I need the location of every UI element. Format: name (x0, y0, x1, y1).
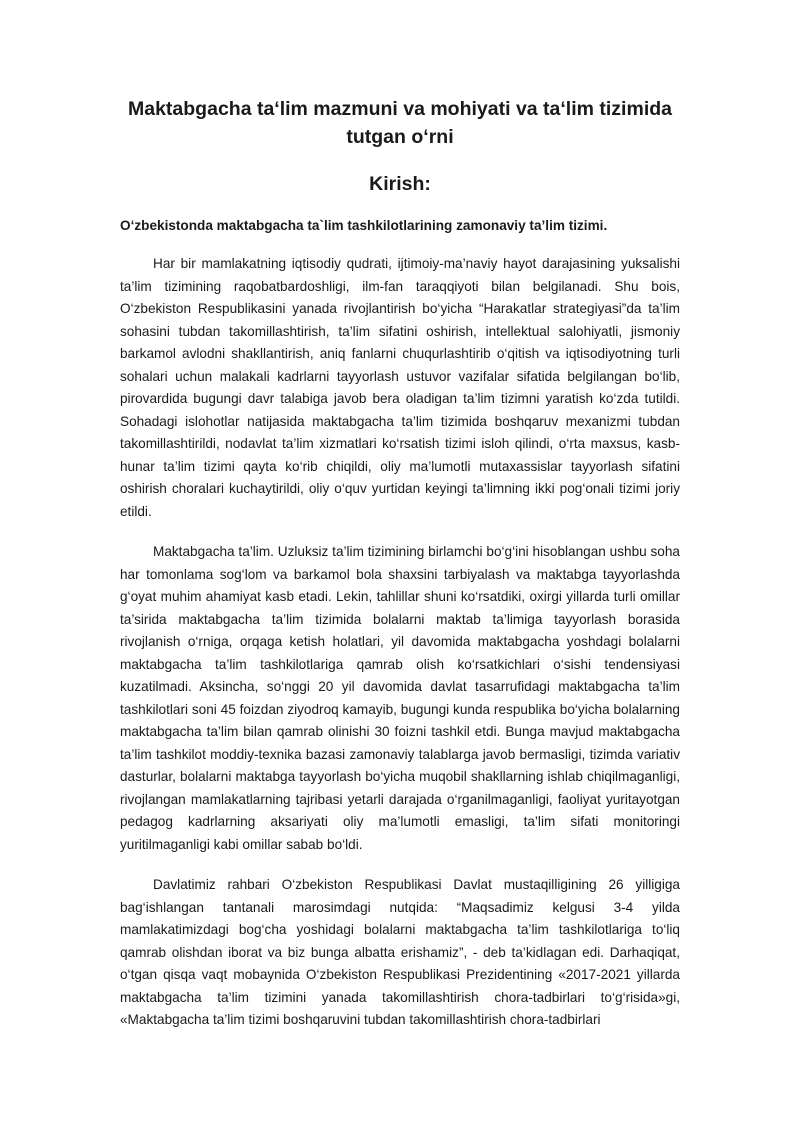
document-title: Maktabgacha ta‘lim mazmuni va mohiyati va ta‘lim tizimida tutgan o‘rni (128, 98, 672, 148)
document-subtitle: Kirish: (369, 173, 431, 195)
paragraph: Maktabgacha ta’lim. Uzluksiz ta’lim tizimining birlamchi bo‘g‘ini hisoblangan ushbu soha har tomonlama sog‘lom va barkamol bola shaxsini tarbiyalash va maktabga tayyorlashda g‘oyat muhim ahamiyat kasb etadi. Lekin, tahlillar shuni ko‘rsatdiki, oxirgi yillarda turli omillar ta’sirida maktabgacha ta’lim tizimida bolalarni maktab ta’limiga tayyorlash borasida rivojlanish o‘rniga, orqaga ketish holatlari, yil davomida maktabgacha yoshdagi bolalarni maktabgacha ta’lim tashkilotlariga qamrab olish ko‘rsatkichlari o‘sishi tendensiyasi kuzatilmadi. Aksincha, so‘nggi 20 yil davomida davlat tasarrufidagi maktabgacha ta’lim tashkilotlari soni 45 foizdan ziyodroq kamayib, bugungi kunda respublika bo‘yicha bolalarning maktabgacha ta’lim bilan qamrab olinishi 30 foizni tashkil etdi. Bunga mavjud maktabgacha ta’lim tashkilot moddiy-texnika bazasi zamonaviy talablarga javob bermasligi, tizimda variativ dasturlar, bolalarni maktabga tayyorlash bo‘yicha muqobil shakllarning ishlab chiqilmaganligi, rivojlangan mamlakatlarning tajribasi yetarli darajada o‘rganilmaganligi, faoliyat yuritayotgan pedagog kadrlarning aksariyati oliy ma’lumotli emasligi, ta’lim sifati monitoringi yuritilmaganligi kabi omillar sabab bo‘ldi. (120, 544, 680, 852)
section-heading: O‘zbekistonda maktabgacha ta`lim tashkilotlarining zamonaviy ta’lim tizimi. (120, 218, 608, 233)
paragraph: Davlatimiz rahbari O‘zbekiston Respublikasi Davlat mustaqilligining 26 yilligiga bag‘ishlangan tantanali marosimdagi nutqida: “Maqsadimiz kelgusi 3-4 yilda mamlakatimizdagi bog‘cha yoshidagi bolalarni maktabgacha ta’lim tashkilotlariga to‘liq qamrab olishdan iborat va biz bunga albatta erishamiz”, - deb ta’kidlagan edi. Darhaqiqat, o‘tgan qisqa vaqt mobaynida O‘zbekiston Respublikasi Prezidentining «2017-2021 yillarda maktabgacha ta’lim tizimini yanada takomillashtirish chora-tadbirlari to‘g‘risida»gi, «Maktabgacha ta’lim tizimi boshqaruvini tubdan takomillashtirish chora-tadbirlari (120, 877, 680, 1027)
paragraph: Har bir mamlakatning iqtisodiy qudrati, ijtimoiy-ma’naviy hayot darajasining yuksalishi ta’lim tizimining raqobatbardoshligi, ilm-fan taraqqiyoti bilan belgilanadi. Shu bois, O‘zbekiston Respublikasini yanada rivojlantirish bo‘yicha “Harakatlar strategiyasi”da ta’lim sohasini tubdan takomillashtirish, ta’lim sifatini oshirish, intellektual salohiyatli, jismoniy barkamol avlodni shakllantirish, aniq fanlarni chuqurlashtirib o‘qitish va iqtisodiyotning turli sohalari uchun malakali kadrlarni tayyorlash ustuvor vazifalar sifatida belgilangan bo‘lib, pirovardida bugungi davr talabiga javob bera oladigan ta’lim tizimni yaratish ko‘zda tutildi. Sohadagi islohotlar natijasida maktabgacha ta’lim tizimida boshqaruv mexanizmi tubdan takomillashtirildi, nodavlat ta’lim xizmatlari ko‘rsatish tizimi isloh qilindi, o‘rta maxsus, kasb-hunar ta’lim tizimi qayta ko‘rib chiqildi, oliy ma’lumotli mutaxassislar tayyorlash sifatini oshirish choralari kuchaytirildi, oliy o‘quv yurtidan keyingi ta’limning ikki pog‘onali tizimi joriy etildi. (120, 256, 680, 519)
document-page (120, 95, 680, 1032)
